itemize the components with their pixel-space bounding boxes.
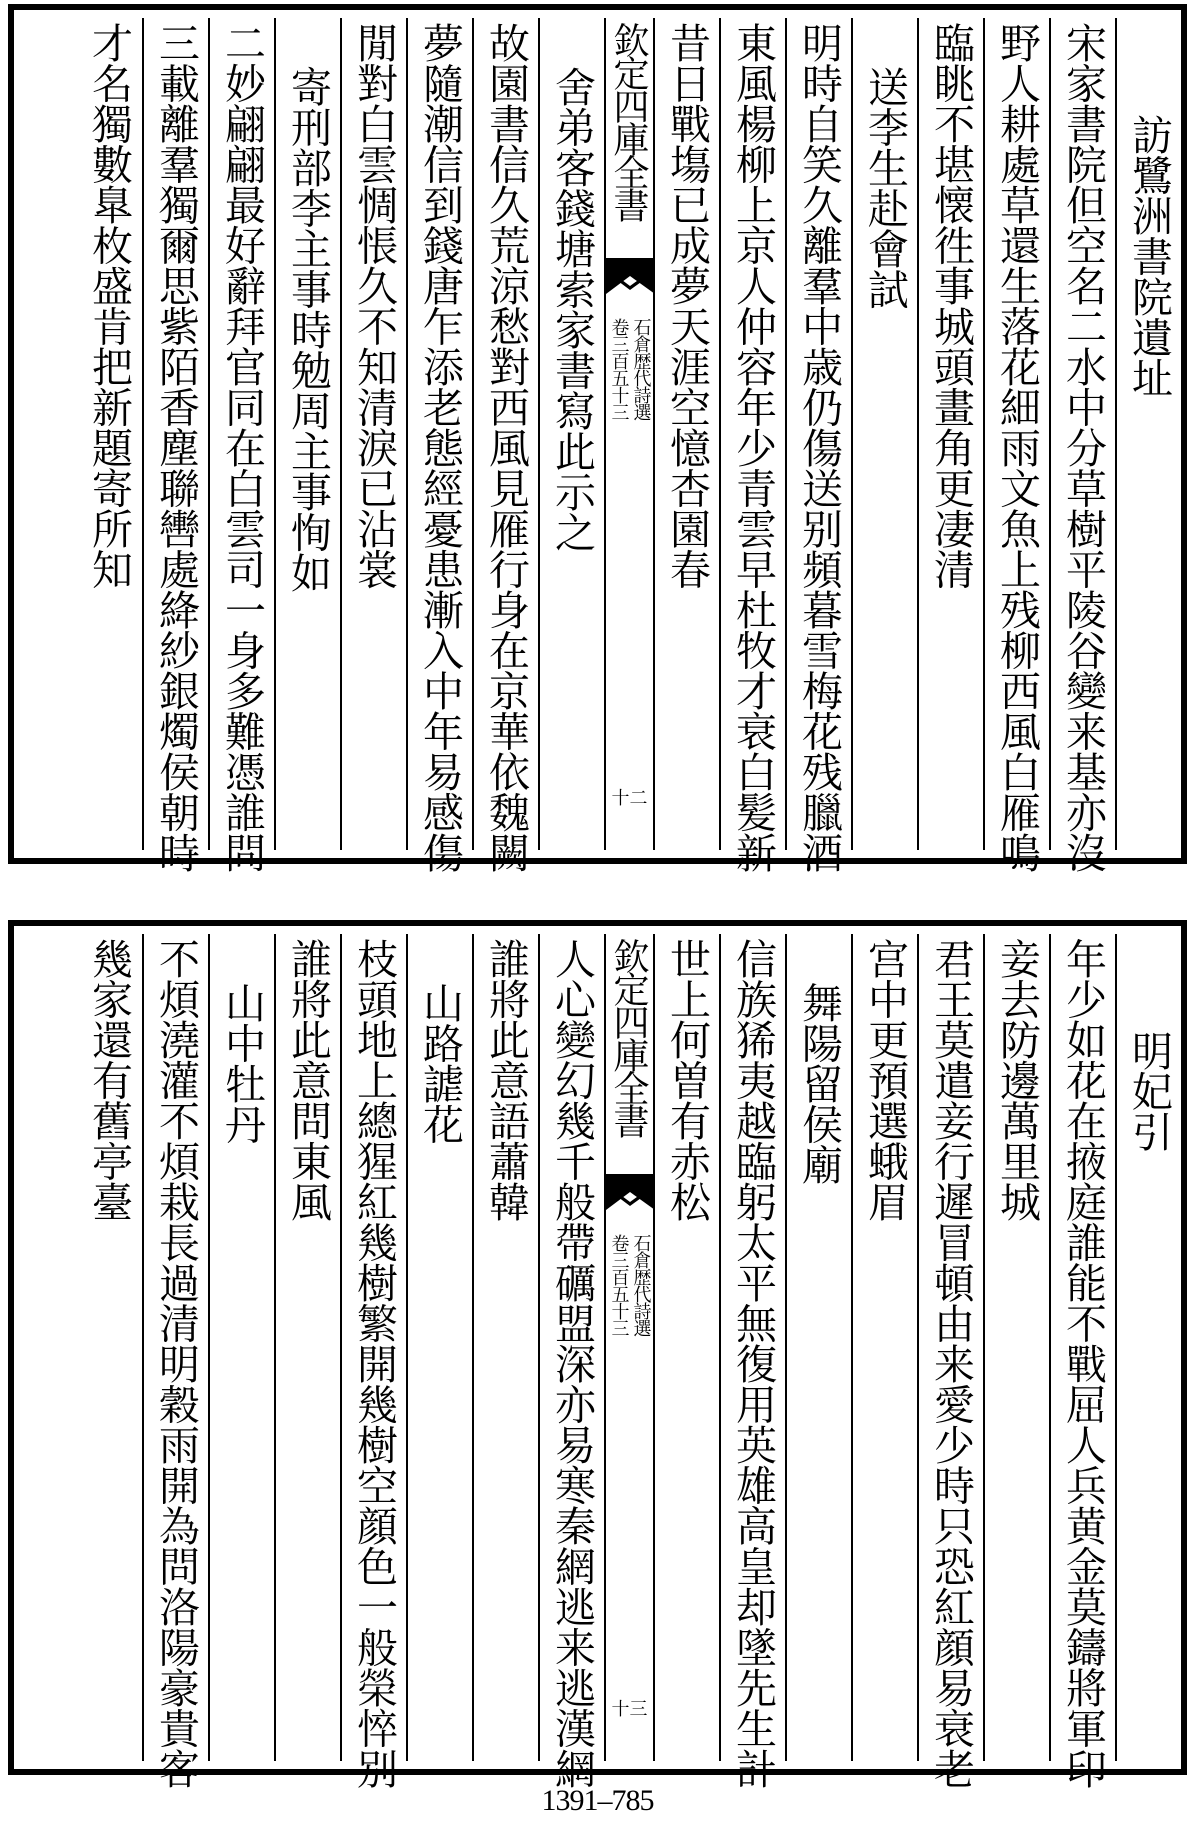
- fishtail-mark-icon: [606, 1174, 653, 1214]
- text-column: [538, 18, 604, 850]
- volume-number: 卷三百五十三: [608, 318, 630, 420]
- text-column: [653, 18, 719, 850]
- fishtail-mark-icon: [606, 258, 653, 298]
- text-column: [340, 934, 406, 1789]
- verse-line: 不煩澆灌不煩栽長過清明穀雨開為問洛陽豪貴客: [152, 938, 200, 1789]
- poem-title: 舍弟客錢塘索家書寫此示之: [548, 66, 596, 552]
- verse-line: 臨眺不堪懐徃事城頭畫角更凄清: [927, 22, 975, 589]
- lower-text-columns: [14, 934, 1181, 1789]
- text-column: [1049, 934, 1115, 1789]
- verse-line: 才名獨數臯枚盛肯把新題寄所知: [85, 22, 133, 589]
- text-column: [653, 934, 719, 1761]
- verse-line: 閒對白雲惆悵久不知清淚已沾裳: [350, 22, 398, 589]
- verse-line: 宋家書院但空名二水中分草樹平陵谷變来基亦沒: [1059, 22, 1107, 873]
- text-column: [1049, 18, 1115, 873]
- text-column: [1115, 18, 1181, 850]
- text-column: [208, 934, 274, 1761]
- verse-line: 年少如花在掖庭誰能不戰屈人兵黄金莫鑄將軍印: [1059, 938, 1107, 1789]
- text-column: [983, 18, 1049, 873]
- collection-and-volume: [606, 318, 653, 498]
- text-column: [274, 934, 340, 1761]
- verse-line: 人心變幻幾千般帶礪盟深亦易寒秦網逃来逃漢網: [548, 938, 596, 1789]
- text-column: [472, 18, 538, 873]
- verse-line: 妾去防邊萬里城: [993, 938, 1041, 1222]
- verse-line: 誰將此意問東風: [284, 938, 332, 1222]
- center-fold-column: [604, 18, 653, 850]
- poem-title: 送李生赴會試: [861, 66, 909, 309]
- poem-title: 山中牡丹: [218, 982, 266, 1144]
- verse-line: 昔日戰塲已成夢天涯空憶杏園春: [663, 22, 711, 589]
- verse-line: 二妙翩翩最好辭拜官同在白雲司一身多難憑誰問: [218, 22, 266, 873]
- text-column: [76, 934, 142, 1761]
- text-column: [851, 934, 917, 1761]
- text-column: [1115, 934, 1181, 1761]
- poem-title: 寄刑部李主事時勉周主事恂如: [284, 66, 332, 593]
- text-column: [406, 934, 472, 1761]
- text-column: [983, 934, 1049, 1761]
- verse-line: 三載離羣獨爾思紫陌香塵聯轡處絳紗銀燭侯朝時: [152, 22, 200, 873]
- text-column: [785, 18, 851, 873]
- text-column: [142, 18, 208, 873]
- verse-line: 故園書信久荒涼愁對西風見雁行身在京華依魏闕: [482, 22, 530, 873]
- text-column: [719, 18, 785, 873]
- verse-line: 信族狶夷越臨躬太平無復用英雄高皇却墜先生計: [729, 938, 777, 1789]
- page-number: 1391–785: [541, 1784, 654, 1817]
- verse-line: 枝頭地上總猩紅幾樹繁開幾樹空顔色一般榮悴别: [350, 938, 398, 1789]
- folio-number: 十三: [611, 1699, 648, 1720]
- center-fold-column: [604, 934, 653, 1761]
- poem-title: 訪鷺洲書院遺址: [1125, 114, 1173, 398]
- poem-title: 明妃引: [1125, 1030, 1173, 1152]
- text-column: [538, 934, 604, 1789]
- collection-and-volume: [606, 1234, 653, 1414]
- verse-line: 幾家還有舊亭臺: [85, 938, 133, 1222]
- text-column: [208, 18, 274, 873]
- collection-name: 石倉歴代詩選: [630, 1234, 652, 1336]
- text-column: [785, 934, 851, 1761]
- upper-text-columns: [14, 18, 1181, 873]
- volume-number: 卷三百五十三: [608, 1234, 630, 1336]
- book-title: 欽定四庫全書: [608, 22, 649, 220]
- verse-line: 東風楊柳上京人仲容年少青雲早杜牧才衰白髪新: [729, 22, 777, 873]
- text-column: [719, 934, 785, 1789]
- verse-line: 宫中更預選蛾眉: [861, 938, 909, 1222]
- text-column: [851, 18, 917, 850]
- poem-title: 舞陽留侯廟: [795, 982, 843, 1185]
- verse-line: 誰將此意語蕭韓: [482, 938, 530, 1222]
- verse-line: 夢隨潮信到錢唐乍添老態經憂患漸入中年易感傷: [416, 22, 464, 873]
- text-column: [76, 18, 142, 850]
- text-column: [917, 18, 983, 850]
- text-column: [142, 934, 208, 1789]
- text-column: [406, 18, 472, 873]
- folio-number: 十二: [611, 788, 648, 809]
- poem-title: 山路謔花: [416, 982, 464, 1144]
- verse-line: 世上何曽有赤松: [663, 938, 711, 1222]
- text-column: [917, 934, 983, 1789]
- text-column: [472, 934, 538, 1761]
- collection-name: 石倉歴代詩選: [630, 318, 652, 420]
- verse-line: 君王莫遣妾行遲冒頓由来愛少時只恐紅顔易衰老: [927, 938, 975, 1789]
- verse-line: 明時自笑久離羣中歳仍傷送别頻暮雪梅花残臘酒: [795, 22, 843, 873]
- upper-page: [8, 4, 1187, 873]
- lower-page: [8, 920, 1187, 1789]
- text-column: [274, 18, 340, 850]
- verse-line: 野人耕處草還生落花細雨文魚上残柳西風白雁鳴: [993, 22, 1041, 873]
- text-column: [340, 18, 406, 850]
- book-title: 欽定四庫全書: [608, 938, 649, 1136]
